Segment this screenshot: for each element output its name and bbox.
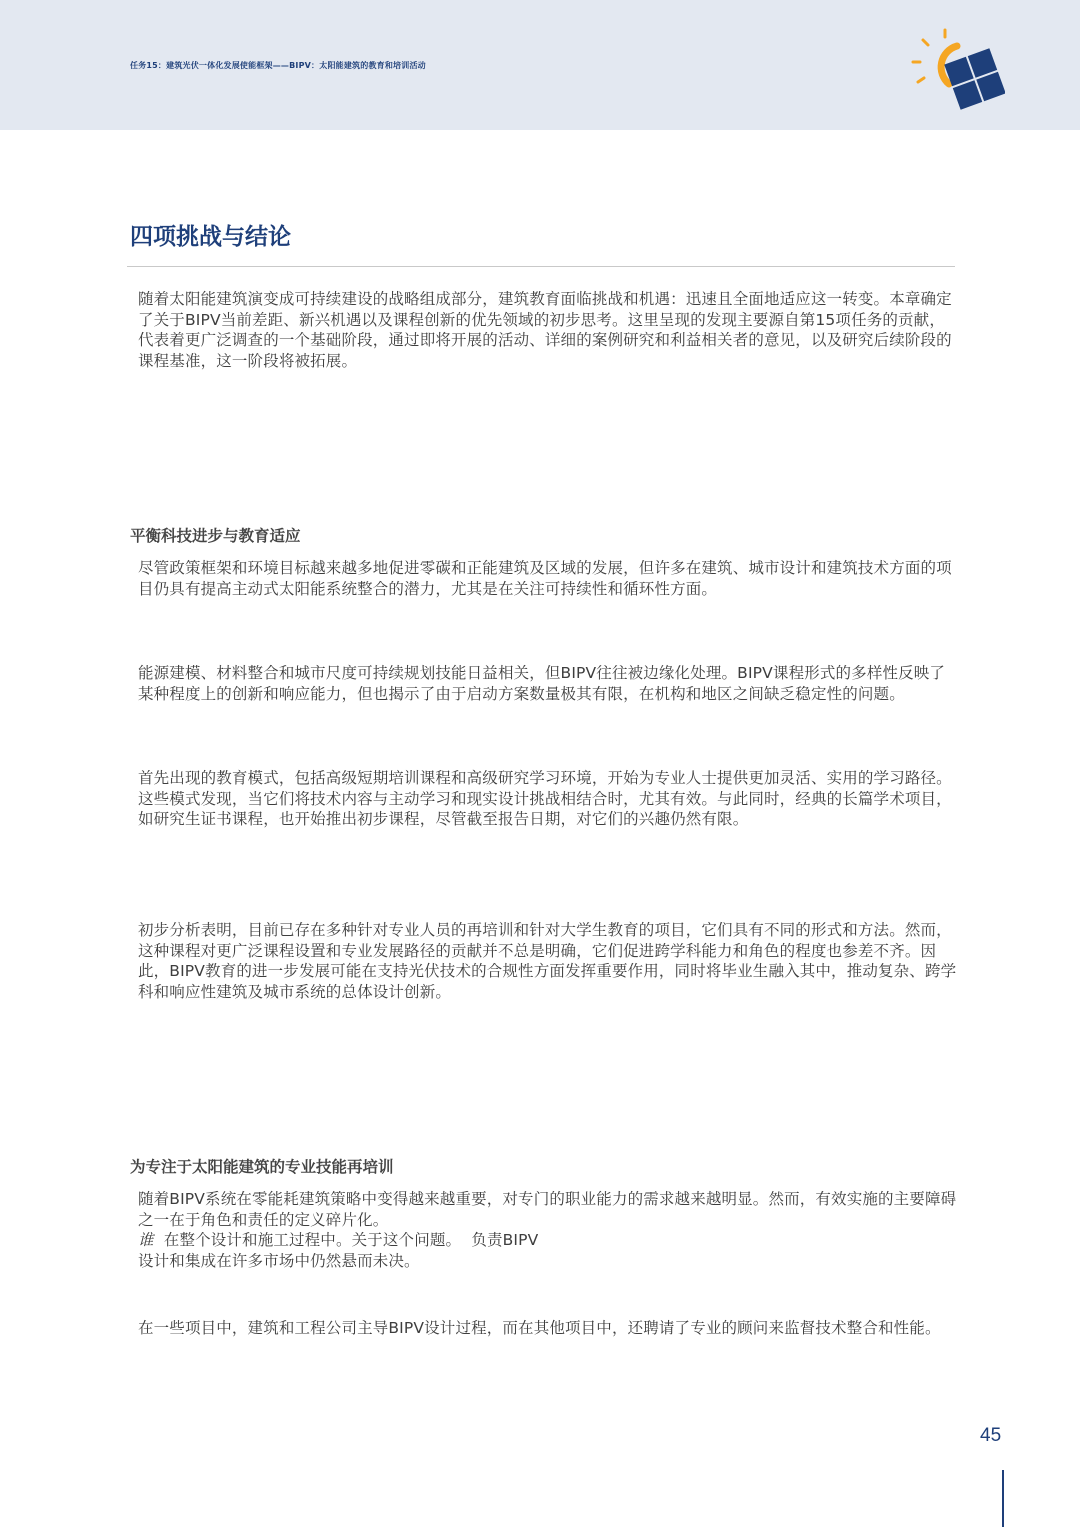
page-number-rule bbox=[1002, 1470, 1004, 1527]
section-title: 四项挑战与结论 bbox=[130, 224, 291, 250]
sun-solar-panel-logo-icon bbox=[905, 22, 1005, 112]
running-header: 任务15：建筑光伏一体化发展使能框架——BIPV：太阳能建筑的教育和培训活动 bbox=[130, 61, 426, 70]
header-band bbox=[0, 0, 1080, 130]
paragraph-line: 随着BIPV系统在零能耗建筑策略中变得越来越重要，对专门的职业能力的需求越来越明显。然而，有效实施的主要障碍之一在于角色和责任的定义碎片化。 bbox=[138, 1190, 957, 1229]
paragraph: 首先出现的教育模式，包括高级短期培训课程和高级研究学习环境，开始为专业人士提供更加灵活、实用的学习路径。这些模式发现，当它们将技术内容与主动学习和现实设计挑战相结合时，尤其有效。与此同时，经典的长篇学术项目，如研究生证书课程，也开始推出初步课程，尽管截至报告日期，对它们的兴趣仍然有限。 bbox=[138, 769, 952, 829]
paragraph: 能源建模、材料整合和城市尺度可持续规划技能日益相关，但BIPV往往被边缘化处理。BIPV课程形式的多样性反映了某种程度上的创新和响应能力，但也揭示了由于启动方案数量极其有限，在机构和地区之间缺乏稳定性的问题。 bbox=[138, 664, 946, 703]
emphasis-word: 谁 bbox=[138, 1231, 154, 1250]
page-number: 45 bbox=[980, 1425, 1002, 1446]
paragraph-retraining bbox=[138, 1189, 958, 1271]
paragraph: 在一些项目中，建筑和工程公司主导BIPV设计过程，而在其他项目中，还聘请了专业的顾问来监督技术整合和性能。 bbox=[138, 1319, 941, 1337]
title-divider bbox=[127, 266, 955, 267]
paragraph-line: 设计和集成在许多市场中仍然悬而未决。 bbox=[138, 1251, 420, 1270]
paragraph-line: 在整个设计和施工过程中。关于这个问题。 负责BIPV bbox=[153, 1231, 539, 1250]
subsection-heading-retraining: 为专注于太阳能建筑的专业技能再培训 bbox=[130, 1158, 394, 1176]
subsection-heading-balance: 平衡科技进步与教育适应 bbox=[130, 527, 301, 545]
intro-paragraph: 随着太阳能建筑演变成可持续建设的战略组成部分，建筑教育面临挑战和机遇：迅速且全面地适应这一转变。本章确定了关于BIPV当前差距、新兴机遇以及课程创新的优先领域的初步思考。这里呈现的发现主要源自第15项任务的贡献，代表着更广泛调查的一个基础阶段，通过即将开展的活动、详细的案例研究和利益相关者的意见，以及研究后续阶段的课程基准，这一阶段将被拓展。 bbox=[138, 290, 952, 370]
paragraph: 尽管政策框架和环境目标越来越多地促进零碳和正能建筑及区域的发展，但许多在建筑、城市设计和建筑技术方面的项目仍具有提高主动式太阳能系统整合的潜力，尤其是在关注可持续性和循环性方面。 bbox=[138, 559, 952, 598]
paragraph: 初步分析表明，目前已存在多种针对专业人员的再培训和针对大学生教育的项目，它们具有不同的形式和方法。然而，这种课程对更广泛课程设置和专业发展路径的贡献并不总是明确，它们促进跨学科能力和角色的程度也参差不齐。因此，BIPV教育的进一步发展可能在支持光伏技术的合规性方面发挥重要作用，同时将毕业生融入其中，推动复杂、跨学科和响应性建筑及城市系统的总体设计创新。 bbox=[138, 921, 957, 1001]
